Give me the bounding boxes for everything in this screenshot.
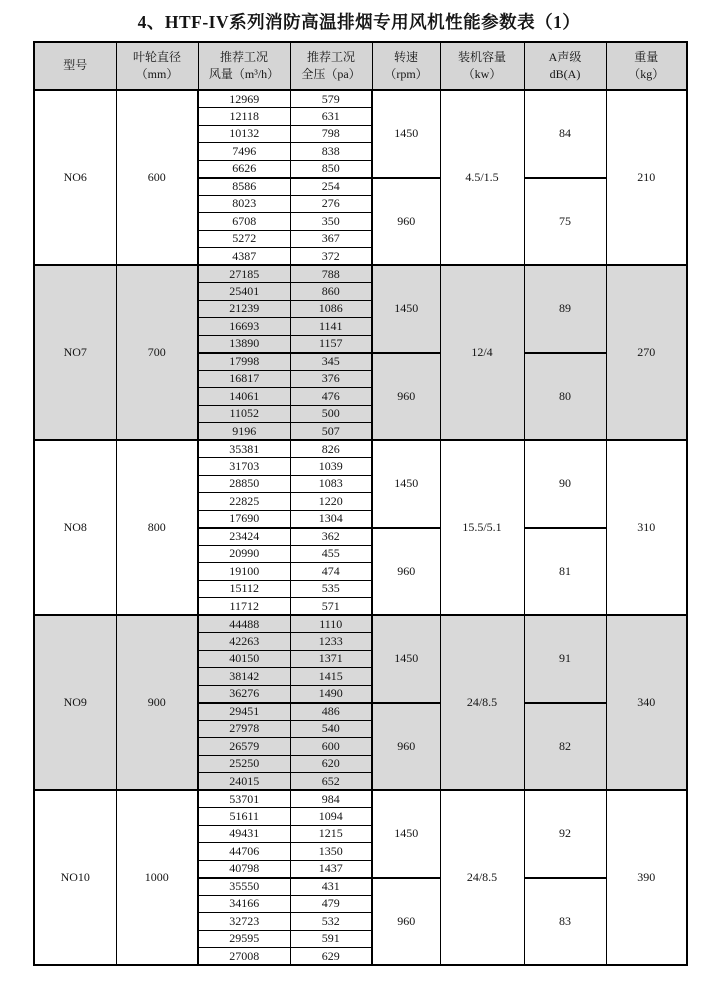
- pressure-cell: 540: [290, 720, 372, 738]
- flow-cell: 17690: [198, 510, 290, 528]
- db-cell: 83: [524, 878, 606, 966]
- flow-cell: 11712: [198, 598, 290, 616]
- flow-cell: 25250: [198, 755, 290, 773]
- pressure-cell: 600: [290, 738, 372, 756]
- flow-cell: 44488: [198, 615, 290, 633]
- weight-cell: 390: [606, 790, 687, 965]
- pressure-cell: 1141: [290, 318, 372, 336]
- pressure-cell: 652: [290, 773, 372, 791]
- rpm-cell: 1450: [372, 790, 440, 878]
- weight-cell: 340: [606, 615, 687, 790]
- rpm-cell: 960: [372, 178, 440, 266]
- pressure-cell: 798: [290, 125, 372, 143]
- flow-cell: 23424: [198, 528, 290, 546]
- column-header-flow: 推荐工况 风量（m³/h）: [198, 42, 290, 90]
- pressure-cell: 1415: [290, 668, 372, 686]
- pressure-cell: 476: [290, 388, 372, 406]
- column-header-pressure: 推荐工况 全压（pa）: [290, 42, 372, 90]
- pressure-cell: 1371: [290, 650, 372, 668]
- flow-cell: 21239: [198, 300, 290, 318]
- column-header-weight: 重量 （kg）: [606, 42, 687, 90]
- flow-cell: 13890: [198, 335, 290, 353]
- flow-cell: 49431: [198, 825, 290, 843]
- diameter-cell: 700: [116, 265, 198, 440]
- rpm-cell: 960: [372, 353, 440, 441]
- pressure-cell: 984: [290, 790, 372, 808]
- pressure-cell: 507: [290, 423, 372, 441]
- flow-cell: 32723: [198, 913, 290, 931]
- pressure-cell: 838: [290, 143, 372, 161]
- pressure-cell: 579: [290, 90, 372, 108]
- pressure-cell: 1086: [290, 300, 372, 318]
- pressure-cell: 788: [290, 265, 372, 283]
- rpm-cell: 960: [372, 528, 440, 616]
- pressure-cell: 474: [290, 563, 372, 581]
- flow-cell: 24015: [198, 773, 290, 791]
- model-cell: NO9: [34, 615, 116, 790]
- flow-cell: 27008: [198, 948, 290, 966]
- db-cell: 92: [524, 790, 606, 878]
- flow-cell: 10132: [198, 125, 290, 143]
- flow-cell: 6708: [198, 213, 290, 231]
- diameter-cell: 800: [116, 440, 198, 615]
- pressure-cell: 455: [290, 545, 372, 563]
- pressure-cell: 1220: [290, 493, 372, 511]
- flow-cell: 29595: [198, 930, 290, 948]
- pressure-cell: 631: [290, 108, 372, 126]
- pressure-cell: 571: [290, 598, 372, 616]
- flow-cell: 40798: [198, 860, 290, 878]
- db-cell: 90: [524, 440, 606, 528]
- pressure-cell: 1083: [290, 475, 372, 493]
- column-header-capacity: 装机容量 （kw）: [440, 42, 524, 90]
- flow-cell: 27185: [198, 265, 290, 283]
- diameter-cell: 600: [116, 90, 198, 265]
- flow-cell: 51611: [198, 808, 290, 826]
- db-cell: 89: [524, 265, 606, 353]
- pressure-cell: 591: [290, 930, 372, 948]
- pressure-cell: 1304: [290, 510, 372, 528]
- pressure-cell: 1350: [290, 843, 372, 861]
- flow-cell: 44706: [198, 843, 290, 861]
- capacity-cell: 4.5/1.5: [440, 90, 524, 265]
- flow-cell: 40150: [198, 650, 290, 668]
- rpm-cell: 1450: [372, 265, 440, 353]
- capacity-cell: 12/4: [440, 265, 524, 440]
- capacity-cell: 15.5/5.1: [440, 440, 524, 615]
- column-header-diameter: 叶轮直径 （mm）: [116, 42, 198, 90]
- flow-cell: 42263: [198, 633, 290, 651]
- flow-cell: 25401: [198, 283, 290, 301]
- flow-cell: 14061: [198, 388, 290, 406]
- pressure-cell: 629: [290, 948, 372, 966]
- pressure-cell: 535: [290, 580, 372, 598]
- flow-cell: 28850: [198, 475, 290, 493]
- table-row: [34, 90, 687, 108]
- rpm-cell: 960: [372, 703, 440, 791]
- pressure-cell: 1233: [290, 633, 372, 651]
- flow-cell: 35381: [198, 440, 290, 458]
- db-cell: 84: [524, 90, 606, 178]
- column-header-noise: A声级 dB(A): [524, 42, 606, 90]
- pressure-cell: 860: [290, 283, 372, 301]
- flow-cell: 8586: [198, 178, 290, 196]
- flow-cell: 12969: [198, 90, 290, 108]
- flow-cell: 36276: [198, 685, 290, 703]
- pressure-cell: 1490: [290, 685, 372, 703]
- pressure-cell: 362: [290, 528, 372, 546]
- pressure-cell: 620: [290, 755, 372, 773]
- pressure-cell: 350: [290, 213, 372, 231]
- flow-cell: 4387: [198, 248, 290, 266]
- pressure-cell: 532: [290, 913, 372, 931]
- db-cell: 80: [524, 353, 606, 441]
- db-cell: 82: [524, 703, 606, 791]
- page-title: 4、HTF-IV系列消防高温排烟专用风机性能参数表（1）: [137, 12, 581, 32]
- flow-cell: 53701: [198, 790, 290, 808]
- performance-table: [33, 41, 688, 966]
- db-cell: 75: [524, 178, 606, 266]
- pressure-cell: 367: [290, 230, 372, 248]
- model-cell: NO6: [34, 90, 116, 265]
- model-cell: NO7: [34, 265, 116, 440]
- pressure-cell: 345: [290, 353, 372, 371]
- db-cell: 91: [524, 615, 606, 703]
- flow-cell: 5272: [198, 230, 290, 248]
- capacity-cell: 24/8.5: [440, 790, 524, 965]
- pressure-cell: 1039: [290, 458, 372, 476]
- column-header-model: 型号: [34, 42, 116, 90]
- pressure-cell: 1215: [290, 825, 372, 843]
- weight-cell: 210: [606, 90, 687, 265]
- pressure-cell: 479: [290, 895, 372, 913]
- pressure-cell: 431: [290, 878, 372, 896]
- flow-cell: 15112: [198, 580, 290, 598]
- pressure-cell: 1110: [290, 615, 372, 633]
- flow-cell: 19100: [198, 563, 290, 581]
- column-header-rpm: 转速 （rpm）: [372, 42, 440, 90]
- flow-cell: 11052: [198, 405, 290, 423]
- flow-cell: 9196: [198, 423, 290, 441]
- flow-cell: 16693: [198, 318, 290, 336]
- weight-cell: 270: [606, 265, 687, 440]
- header-row: [34, 42, 687, 90]
- pressure-cell: 826: [290, 440, 372, 458]
- table-row: [34, 615, 687, 633]
- flow-cell: 12118: [198, 108, 290, 126]
- flow-cell: 6626: [198, 160, 290, 178]
- flow-cell: 27978: [198, 720, 290, 738]
- flow-cell: 17998: [198, 353, 290, 371]
- capacity-cell: 24/8.5: [440, 615, 524, 790]
- db-cell: 81: [524, 528, 606, 616]
- pressure-cell: 276: [290, 195, 372, 213]
- diameter-cell: 900: [116, 615, 198, 790]
- weight-cell: 310: [606, 440, 687, 615]
- flow-cell: 35550: [198, 878, 290, 896]
- rpm-cell: 1450: [372, 90, 440, 178]
- flow-cell: 16817: [198, 370, 290, 388]
- pressure-cell: 850: [290, 160, 372, 178]
- pressure-cell: 254: [290, 178, 372, 196]
- flow-cell: 29451: [198, 703, 290, 721]
- flow-cell: 7496: [198, 143, 290, 161]
- flow-cell: 22825: [198, 493, 290, 511]
- pressure-cell: 1437: [290, 860, 372, 878]
- model-cell: NO10: [34, 790, 116, 965]
- table-row: [34, 440, 687, 458]
- model-cell: NO8: [34, 440, 116, 615]
- table-row: [34, 790, 687, 808]
- pressure-cell: 1157: [290, 335, 372, 353]
- table-body: [34, 90, 687, 965]
- flow-cell: 31703: [198, 458, 290, 476]
- pressure-cell: 500: [290, 405, 372, 423]
- pressure-cell: 486: [290, 703, 372, 721]
- flow-cell: 38142: [198, 668, 290, 686]
- table-header: [34, 42, 687, 90]
- table-row: [34, 265, 687, 283]
- pressure-cell: 376: [290, 370, 372, 388]
- flow-cell: 20990: [198, 545, 290, 563]
- flow-cell: 8023: [198, 195, 290, 213]
- rpm-cell: 960: [372, 878, 440, 966]
- rpm-cell: 1450: [372, 615, 440, 703]
- rpm-cell: 1450: [372, 440, 440, 528]
- flow-cell: 26579: [198, 738, 290, 756]
- pressure-cell: 372: [290, 248, 372, 266]
- diameter-cell: 1000: [116, 790, 198, 965]
- flow-cell: 34166: [198, 895, 290, 913]
- pressure-cell: 1094: [290, 808, 372, 826]
